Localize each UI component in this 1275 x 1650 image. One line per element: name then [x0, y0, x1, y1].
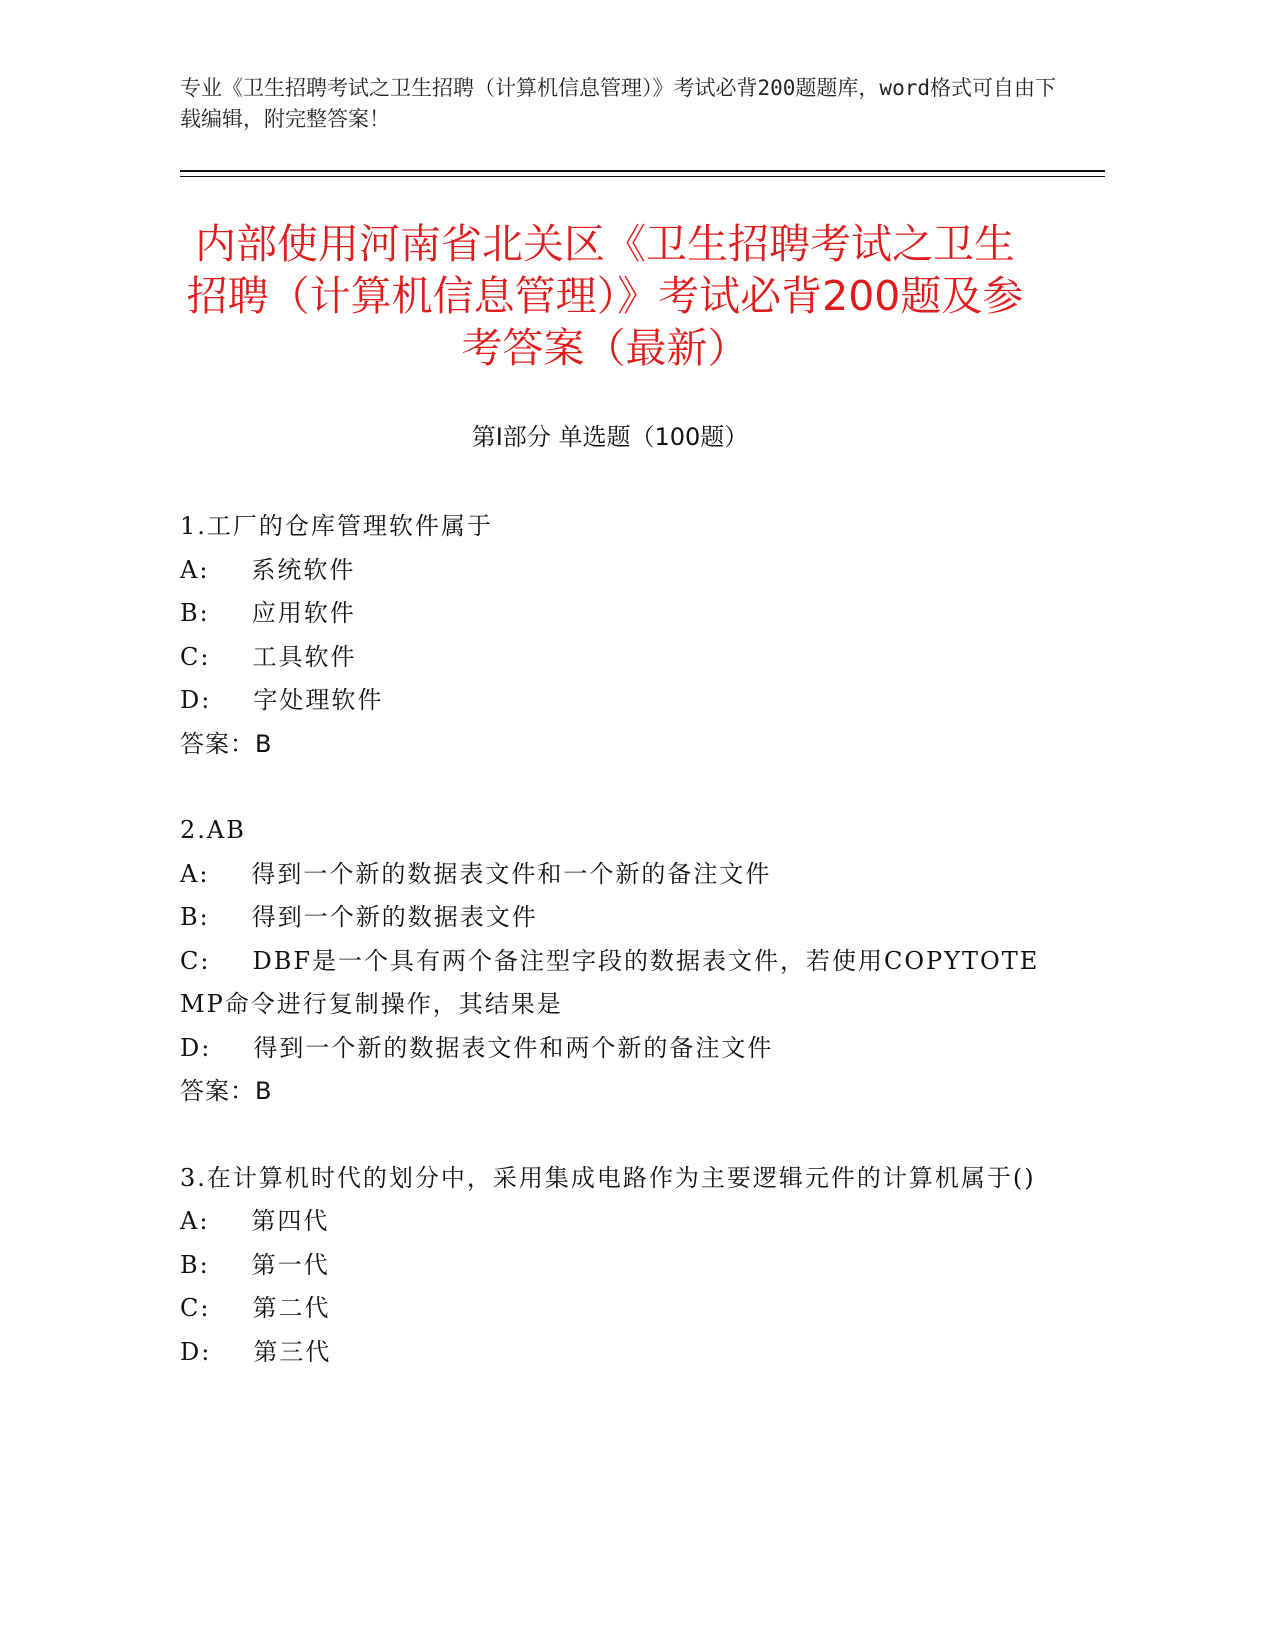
option-key: B:: [180, 903, 210, 931]
option-c: [180, 636, 1040, 680]
option-text: 第三代: [253, 1337, 332, 1366]
option-c: [180, 1287, 1040, 1331]
option-text: 第二代: [252, 1294, 331, 1322]
question-1: [180, 505, 1040, 766]
option-text: 得到一个新的数据表文件和一个新的备注文件: [251, 859, 772, 888]
header-divider-thin: [180, 176, 1105, 177]
option-text: 字处理软件: [253, 686, 384, 714]
header-divider-thick: [180, 170, 1105, 172]
option-text: DBF是一个具有两个备注型字段的数据表文件，若使用COPYTOTEMP命令进行复制操作，其结果是: [180, 946, 1040, 1018]
option-key: A:: [180, 1207, 210, 1235]
option-a: [180, 1200, 1040, 1244]
option-text: 系统软件: [251, 555, 356, 584]
question-stem: 2.AB: [180, 816, 246, 844]
question-2: [180, 809, 1040, 1114]
answer-line: 答案：B: [180, 729, 273, 758]
option-key: D:: [180, 686, 212, 714]
question-list: [180, 505, 1040, 1417]
section-heading: 第I部分 单选题（100题）: [471, 423, 749, 451]
option-key: C:: [180, 642, 211, 671]
option-key: C:: [180, 1294, 211, 1322]
option-d: [180, 679, 1040, 723]
option-text: 应用软件: [251, 599, 356, 627]
option-b: [180, 592, 1040, 636]
option-key: A:: [180, 859, 210, 888]
answer-line: 答案：B: [180, 1077, 273, 1105]
option-key: A:: [180, 555, 210, 584]
option-text: 得到一个新的数据表文件: [251, 903, 538, 931]
header-note: 专业《卫生招聘考试之卫生招聘（计算机信息管理）》考试必背200题题库，word格式可自由下载编辑，附完整答案！: [180, 76, 1056, 131]
option-a: [180, 853, 1040, 897]
option-b: [180, 1244, 1040, 1288]
document-title: 内部使用河南省北关区《卫生招聘考试之卫生招聘（计算机信息管理）》考试必背200题及参考答案（最新）: [186, 220, 1024, 372]
option-text: 第一代: [251, 1250, 330, 1279]
question-stem: 1.工厂的仓库管理软件属于: [180, 512, 493, 540]
option-key: C:: [180, 946, 211, 975]
option-d: [180, 1331, 1040, 1375]
option-d: [180, 1027, 1040, 1071]
option-a: [180, 549, 1040, 593]
option-text: 得到一个新的数据表文件和两个新的备注文件: [253, 1033, 774, 1062]
option-key: D:: [180, 1337, 212, 1366]
option-key: D:: [180, 1033, 212, 1062]
question-stem: 3.在计算机时代的划分中，采用集成电路作为主要逻辑元件的计算机属于(): [180, 1163, 1036, 1192]
option-b: [180, 896, 1040, 940]
option-text: 第四代: [251, 1207, 330, 1235]
option-text: 工具软件: [252, 642, 357, 671]
question-3: [180, 1157, 1040, 1375]
option-key: B:: [180, 599, 210, 627]
option-key: B:: [180, 1250, 210, 1279]
option-c: [180, 940, 1040, 1027]
